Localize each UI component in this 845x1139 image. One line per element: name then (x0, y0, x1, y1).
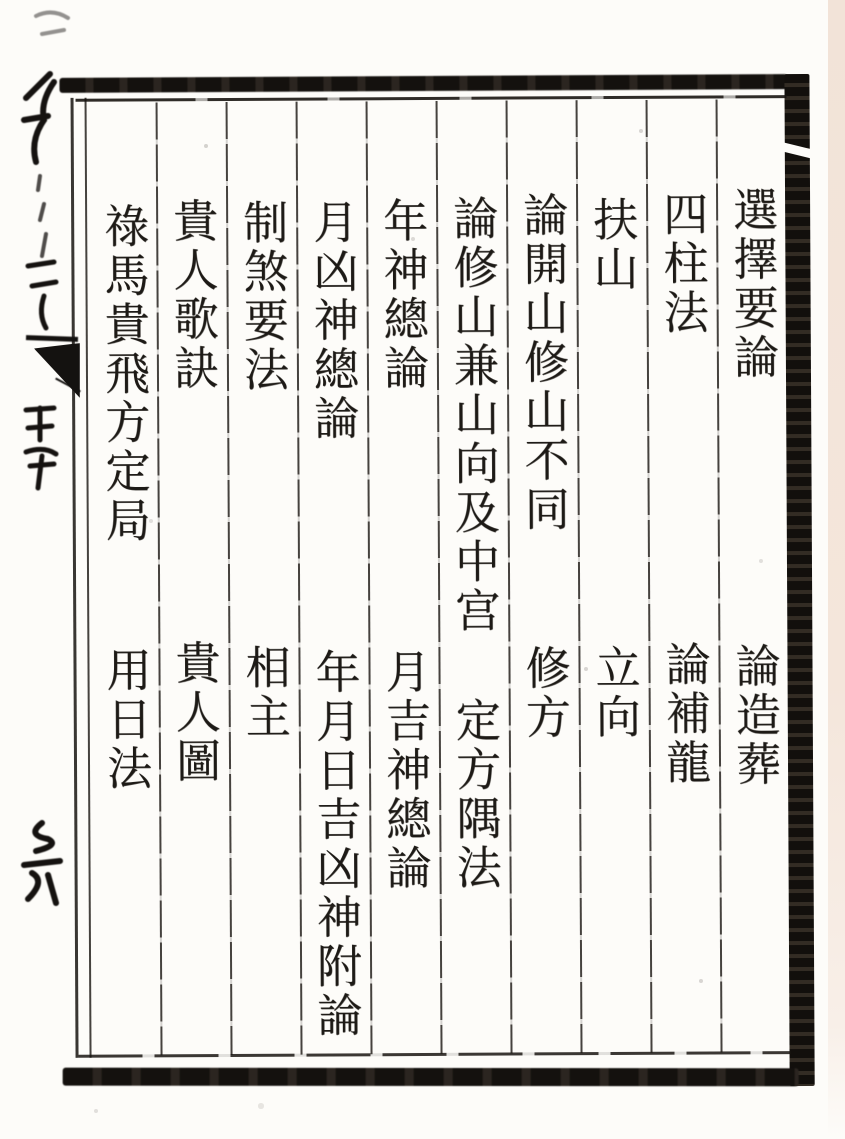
column-divider (226, 102, 233, 1055)
column-divider (506, 101, 513, 1054)
column-divider (366, 101, 373, 1054)
toc-entry-5-main: 論修山兼山向及中宫 (446, 194, 499, 636)
spine-ink-fragment (12, 815, 68, 910)
toc-entry-4-main: 論開山修山不同 (516, 191, 568, 535)
toc-entry-10-main: 祿馬貴飛方定局 (97, 202, 149, 546)
spine-ink-fragment (14, 68, 60, 168)
spine-ink-fragment (20, 252, 60, 334)
toc-entry-2-sub: 論補龍 (658, 640, 710, 788)
toc-entry-7-sub: 年月日吉凶神附論 (308, 648, 361, 1041)
toc-entry-1-main: 選擇要論 (725, 186, 778, 383)
frame-bottom-band (63, 1068, 799, 1087)
frame-top-band (59, 74, 787, 93)
toc-entry-6-main: 年神總論 (376, 196, 428, 394)
toc-entry-1-sub: 論造葬 (728, 642, 780, 790)
toc-entry-3-sub: 立向 (588, 643, 639, 743)
column-divider (576, 100, 583, 1053)
column-divider (646, 100, 653, 1053)
scan-noise (0, 0, 2, 2)
frame-bottom-inner-line (79, 1051, 791, 1058)
toc-entry-6-sub: 月吉神總論 (378, 647, 430, 894)
toc-entry-4-sub: 修方 (518, 644, 569, 743)
column-divider (436, 101, 443, 1054)
frame-right-band (784, 74, 814, 1086)
frame-left-inner-line (85, 98, 92, 1058)
column-divider (716, 99, 723, 1052)
toc-entry-7-main: 月凶神總論 (306, 198, 358, 444)
toc-entry-2-main: 四柱法 (656, 190, 707, 338)
toc-entry-9-sub: 貴人圖 (168, 639, 220, 787)
toc-entry-8-main: 制煞要法 (236, 198, 288, 395)
spine-ink-fragment (16, 400, 62, 492)
spine-ink-fragment (24, 168, 58, 263)
frame-top-inner-line (76, 95, 787, 102)
column-divider (156, 102, 163, 1055)
toc-entry-5-sub: 定方隅法 (448, 696, 500, 893)
frame-left-outer-line (71, 98, 79, 1058)
toc-entry-3-main: 扶山 (586, 195, 637, 295)
toc-entry-9-main: 貴人歌訣 (166, 197, 218, 394)
spine-ink-fragment (28, 4, 74, 48)
toc-entry-10-sub: 用日法 (99, 646, 151, 794)
toc-entry-8-sub: 相主 (238, 643, 289, 742)
column-divider (296, 102, 303, 1055)
